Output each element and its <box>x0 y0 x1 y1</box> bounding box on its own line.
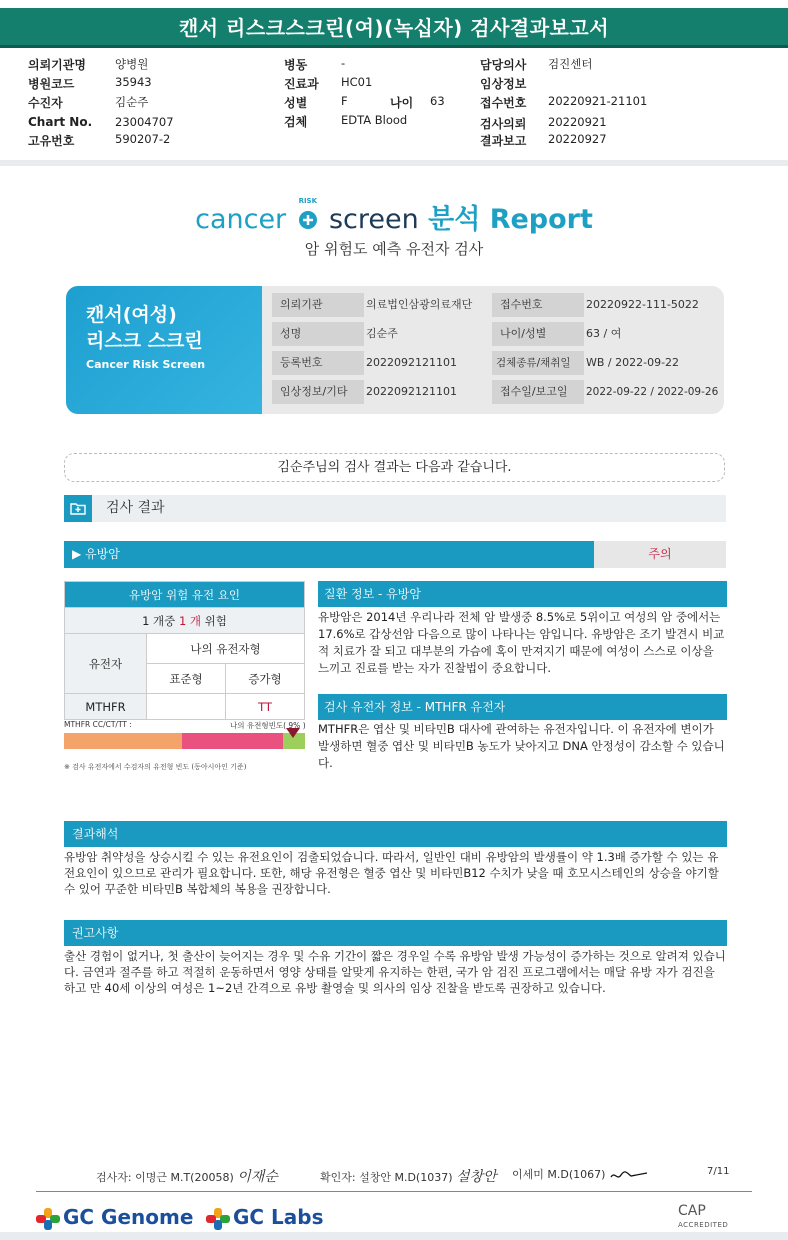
header-label: 고유번호 <box>28 134 75 148</box>
signature-image: 이재순 <box>237 1169 278 1185</box>
footer-divider <box>36 1191 752 1192</box>
gc-labs-text: GC Labs <box>233 1205 324 1229</box>
cancer-screen-logo <box>0 197 788 236</box>
card-label: 검체종류/채취일 <box>492 351 584 375</box>
header-label: Chart No. <box>28 115 93 129</box>
card-label: 임상정보/기타 <box>272 380 364 404</box>
normal-header: 표준형 <box>147 664 226 694</box>
gc-labs-logo <box>206 1205 324 1230</box>
card-value: 의료법인삼광의료재단 <box>366 298 473 311</box>
cancer-result-bar <box>64 541 726 568</box>
header-label: 진료과 <box>284 77 319 91</box>
cap-accredited-logo <box>678 1204 728 1232</box>
summary-count: 1 개 <box>178 613 202 628</box>
confirmer-signature <box>320 1166 497 1186</box>
recommendation-header: 권고사항 <box>64 920 727 946</box>
report-title: 캔서 리스크스크린(여)(녹십자) 검사결과보고서 <box>0 8 788 48</box>
cap-subtext: ACCREDITED <box>678 1221 729 1229</box>
risk-icon <box>296 197 320 228</box>
risk-status: 주의 <box>594 541 726 568</box>
header-label: 성별 <box>284 96 308 110</box>
section-header <box>64 495 726 522</box>
gene-table-header: 유방암 위험 유전 요인 <box>65 582 305 608</box>
header-value: 20220927 <box>548 132 607 146</box>
tester-signature <box>96 1166 278 1186</box>
gauge-note: ※ 검사 유전자에서 수검자의 유전형 빈도 (동아시아인 기준) <box>64 763 247 771</box>
signature-image <box>609 1169 649 1181</box>
summary-post: 위험 <box>201 613 227 628</box>
footer-band <box>0 1232 788 1240</box>
interpretation-header: 결과해석 <box>64 821 727 847</box>
gauge-label-right: 나의 유전형빈도( 9% ) <box>230 721 306 730</box>
gene-info-header: 검사 유전자 정보 - MTHFR 유전자 <box>318 694 727 720</box>
header-value: 35943 <box>115 75 152 89</box>
header-value: 590207-2 <box>115 132 171 146</box>
divider <box>0 160 788 166</box>
header-label: 검체 <box>284 115 308 129</box>
card-value: 2022-09-22 / 2022-09-26 <box>586 386 719 398</box>
card-label: 등록번호 <box>272 351 364 375</box>
logo-word: screen <box>328 204 419 235</box>
card-title <box>86 302 203 354</box>
confirmer-name: 확인자: 설창안 M.D(1037) <box>320 1171 453 1184</box>
card-label: 성명 <box>272 322 364 346</box>
card-value: 2022092121101 <box>366 356 457 369</box>
header-value: - <box>341 56 346 70</box>
card-value: 2022092121101 <box>366 385 457 398</box>
logo-subtitle: 암 위험도 예측 유전자 검사 <box>304 240 484 258</box>
logo-report: 분석 Report <box>428 204 593 235</box>
header-value: 김순주 <box>115 95 149 109</box>
card-title-en: Cancer Risk Screen <box>86 358 206 371</box>
summary-pre: 1 개중 <box>142 613 179 628</box>
header-value: 63 <box>430 94 445 108</box>
page-number: 7/11 <box>707 1166 730 1177</box>
patient-header <box>0 56 788 156</box>
header-label: 나이 <box>390 96 414 110</box>
card-label: 접수일/보고일 <box>492 380 584 404</box>
my-type-header: 나의 유전자형 <box>147 634 305 664</box>
doctor2-name: 이세미 M.D(1067) <box>512 1168 606 1181</box>
signature-image: 설창안 <box>456 1169 497 1185</box>
section-title: 검사 결과 <box>106 500 165 516</box>
header-value: EDTA Blood <box>341 113 408 127</box>
increase-value: TT <box>226 694 305 720</box>
card-label: 접수번호 <box>492 293 584 317</box>
header-label: 수진자 <box>28 96 63 110</box>
result-notice: 김순주님의 검사 결과는 다음과 같습니다. <box>64 453 725 482</box>
gc-cross-icon <box>36 1208 60 1230</box>
card-label: 나이/성별 <box>492 322 584 346</box>
logo-word: cancer <box>195 204 287 235</box>
header-label: 의뢰기관명 <box>28 58 86 72</box>
gene-table <box>64 581 305 720</box>
card-title-line2: 리스크 스크린 <box>86 330 203 352</box>
normal-value <box>147 694 226 720</box>
gc-cross-icon <box>206 1208 230 1230</box>
my-genotype-marker <box>286 728 300 738</box>
card-value: 20220922-111-5022 <box>586 298 699 311</box>
header-label: 병동 <box>284 58 308 72</box>
header-value: 양병원 <box>115 57 149 71</box>
card-title-line1: 캔서(여성) <box>86 304 177 326</box>
header-label: 임상정보 <box>480 77 527 91</box>
gene-col-header: 유전자 <box>65 634 147 694</box>
header-value: 검진센터 <box>548 57 593 71</box>
gauge-label-left: MTHFR CC/CT/TT : <box>64 720 132 729</box>
card-title-panel <box>66 286 262 414</box>
header-label: 접수번호 <box>480 96 527 110</box>
header-label: 검사의뢰 <box>480 117 527 131</box>
header-value: F <box>341 94 348 108</box>
gauge-segment <box>64 733 182 749</box>
header-value: 20220921 <box>548 115 607 129</box>
gene-info-text: MTHFR은 엽산 및 비타민B 대사에 관여하는 유전자입니다. 이 유전자에 변이가 발생하면 혈중 엽산 및 비타민B 농도가 낮아지고 DNA 안정성이 감소할 수 있습니다. <box>318 722 725 770</box>
increase-header: 증가형 <box>226 664 305 694</box>
interpretation-text: 유방암 취약성을 상승시킬 수 있는 유전요인이 검출되었습니다. 따라서, 일반인 대비 유방암의 발생률이 약 1.3배 증가할 수 있는 유전요인이 있으므로 관리가 필요합니다. 또한, 해당 유전형은 혈중 엽산 및 비타민B12 수치가 낮을 때 호모시스테인의 상승을 야기할 수 있어 꾸준한 비타민B 복합체의 복용을 권장합니다. <box>64 850 719 896</box>
header-value: HC01 <box>341 75 373 89</box>
tester-name: 검사자: 이명근 M.T(20058) <box>96 1171 234 1184</box>
card-value: 63 / 여 <box>586 327 622 340</box>
gene-name: MTHFR <box>65 694 147 720</box>
folder-icon <box>64 495 92 522</box>
risk-label: RISK <box>298 197 318 205</box>
patient-card <box>66 286 724 414</box>
cap-text: CAP <box>678 1203 706 1219</box>
genotype-frequency-bar <box>64 733 305 749</box>
disease-info-header: 질환 정보 - 유방암 <box>318 581 727 607</box>
header-value: 23004707 <box>115 115 174 129</box>
header-label: 결과보고 <box>480 134 527 148</box>
recommendation-text: 출산 경험이 없거나, 첫 출산이 늦어지는 경우 및 수유 기간이 짧은 경우일 수록 유방암 발생 가능성이 증가하는 것으로 알려져 있습니다. 금연과 절주를 하고 적절히 운동하면서 영양 상태를 알맞게 유지하는 한편, 국가 암 검진 프로그램에서는 매달 유방 자가 검진을 하고 만 40세 이상의 여성은 1~2년 간격으로 유방 촬영술 및 의사의 임상 진찰을 받도록 권장하고 있습니다. <box>64 949 726 995</box>
header-label: 담당의사 <box>480 58 527 72</box>
header-value: 20220921-21101 <box>548 94 648 108</box>
gene-summary <box>65 608 305 634</box>
cancer-name: ▶ 유방암 <box>64 541 594 568</box>
card-value: WB / 2022-09-22 <box>586 356 680 369</box>
doctor2-signature <box>512 1166 649 1182</box>
card-value: 김순주 <box>366 327 398 340</box>
disease-info-text: 유방암은 2014년 우리나라 전체 암 발생중 8.5%로 5위이고 여성의 암 중에서는 17.6%로 갑상선암 다음으로 많이 나타나는 암입니다. 유방암은 조기 발견시 비교적 치료가 잘 되고 대부분의 가슴에 혹이 만져지기 때문에 여성이 스스로 이상을 느끼고 진료를 받는 자가 진찰법이 중요합니다. <box>318 610 725 675</box>
gauge-segment <box>182 733 283 749</box>
gc-genome-text: GC Genome <box>63 1205 194 1229</box>
header-label: 병원코드 <box>28 77 75 91</box>
card-label: 의뢰기관 <box>272 293 364 317</box>
gc-genome-logo <box>36 1205 193 1230</box>
